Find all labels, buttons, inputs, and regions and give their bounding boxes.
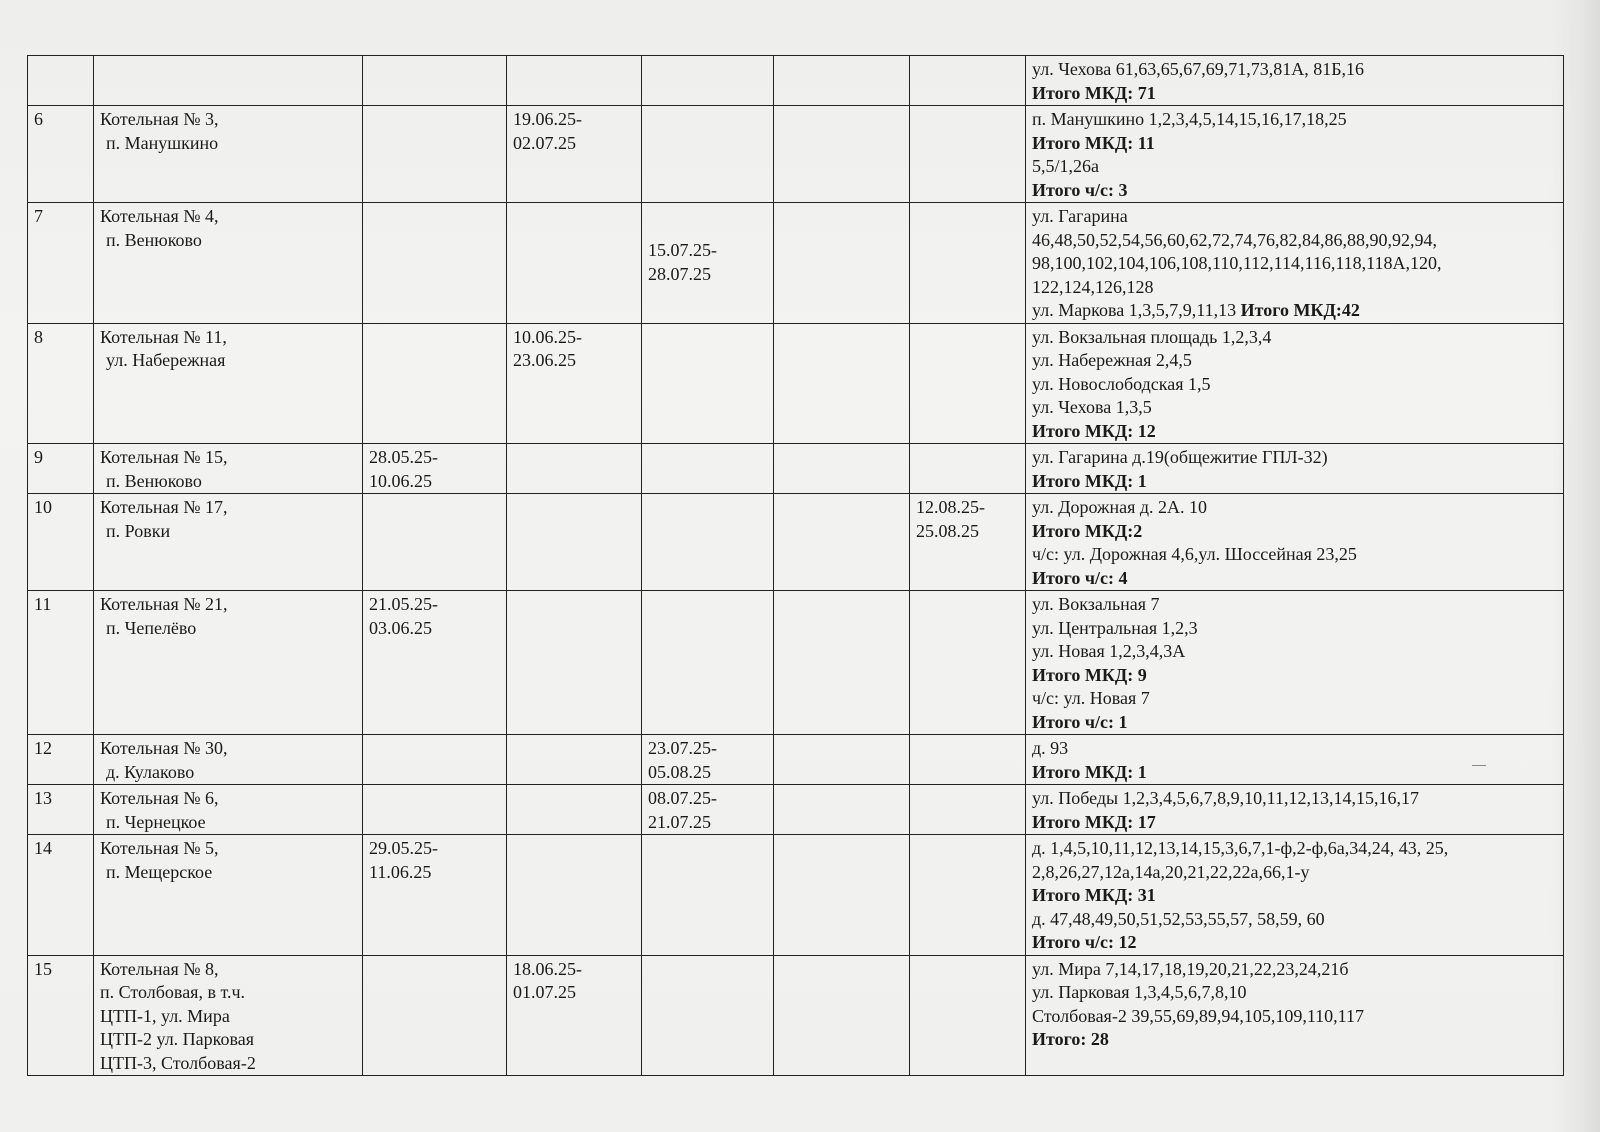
shutdown-date: 29.05.25- <box>369 838 438 858</box>
total-count <box>1032 470 1557 494</box>
total-count: Итого МКД:42 <box>1240 300 1360 320</box>
table-row <box>28 955 1564 1076</box>
address-line <box>1032 276 1557 300</box>
date-cell-2 <box>507 955 642 1076</box>
addresses-cell <box>1026 106 1564 203</box>
address-text: 2,8,26,27,12а,14а,20,21,22,22а,66,1-у <box>1032 861 1310 882</box>
date-cell-3 <box>642 106 774 203</box>
date-cell-5 <box>910 494 1026 591</box>
date-cell-5 <box>910 735 1026 785</box>
addresses-cell <box>1026 203 1564 324</box>
date-cell-4 <box>774 444 910 494</box>
address-text: ул. Набережная 2,4,5 <box>1032 350 1192 370</box>
total-count <box>1032 931 1557 955</box>
date-cell-2 <box>507 203 642 324</box>
boiler-name-line: Котельная № 15, <box>100 447 228 467</box>
date-cell-1 <box>363 494 507 591</box>
shutdown-date: 12.08.25- <box>916 497 985 517</box>
date-cell-4 <box>774 955 910 1076</box>
address-line <box>1032 593 1557 617</box>
boiler-name-cell <box>94 56 363 106</box>
table-body <box>28 56 1564 1076</box>
boiler-name-line: п. Чепелёво <box>106 617 197 638</box>
table-row <box>28 323 1564 444</box>
address-line <box>1032 58 1557 82</box>
table-row <box>28 835 1564 956</box>
date-cell-5 <box>910 835 1026 956</box>
address-text: Итого: 28 <box>1032 1029 1109 1049</box>
address-line <box>1032 108 1557 132</box>
shutdown-date: 23.06.25 <box>513 350 576 370</box>
date-cell-1 <box>363 323 507 444</box>
boiler-name-line: Котельная № 4, <box>100 206 219 226</box>
address-line <box>1032 446 1557 470</box>
address-text: п. Манушкино 1,2,3,4,5,14,15,16,17,18,25 <box>1032 109 1347 129</box>
address-text: ч/с: ул. Новая 7 <box>1032 688 1150 708</box>
total-count <box>1032 520 1557 544</box>
address-text: ул. Победы 1,2,3,4,5,6,7,8,9,10,11,12,13,14,15,16,17 <box>1032 788 1419 808</box>
address-text: ул. Чехова 1,3,5 <box>1032 397 1152 417</box>
address-text: ул. Чехова 61,63,65,67,69,71,73,81А, 81Б,16 <box>1032 59 1365 79</box>
address-text: д. 47,48,49,50,51,52,53,55,57, 58,59, 60 <box>1032 908 1325 929</box>
date-cell-3 <box>642 835 774 956</box>
boiler-name-line: п. Манушкино <box>106 132 219 153</box>
address-text: ул. Мира 7,14,17,18,19,20,21,22,23,24,21б <box>1032 958 1349 979</box>
boiler-name-line: ЦТП-1, ул. Мира <box>100 1005 230 1026</box>
date-cell-4 <box>774 785 910 835</box>
total-count <box>1032 811 1557 835</box>
total-count <box>1032 179 1557 203</box>
address-line <box>1032 229 1557 253</box>
total-count <box>1032 711 1557 735</box>
shutdown-date: 08.07.25- <box>648 788 717 808</box>
date-cell-1 <box>363 591 507 735</box>
boiler-name-cell <box>94 735 363 785</box>
table-row <box>28 494 1564 591</box>
address-text: Итого МКД: 17 <box>1032 811 1156 832</box>
date-cell-5 <box>910 444 1026 494</box>
shutdown-date: 25.08.25 <box>916 520 979 541</box>
boiler-name-cell <box>94 323 363 444</box>
table-row <box>28 106 1564 203</box>
total-count <box>1032 664 1557 688</box>
boiler-name-line: Котельная № 6, <box>100 788 219 808</box>
address-line <box>1032 640 1557 664</box>
date-cell-5 <box>910 785 1026 835</box>
boiler-name-line: ЦТП-2 ул. Парковая <box>100 1029 255 1049</box>
date-cell-1 <box>363 785 507 835</box>
date-cell-2 <box>507 494 642 591</box>
date-cell-1 <box>363 444 507 494</box>
address-text: ул. Дорожная д. 2А. 10 <box>1032 497 1208 517</box>
boiler-name-line: Котельная № 21, <box>100 594 228 614</box>
address-text: д. 1,4,5,10,11,12,13,14,15,3,6,7,1-ф,2-ф,6а,34,24, 43, 25, <box>1032 838 1449 858</box>
boiler-name-line: Котельная № 3, <box>100 109 219 129</box>
date-cell-3 <box>642 323 774 444</box>
address-line <box>1032 787 1557 811</box>
address-line <box>1032 1005 1557 1029</box>
boiler-name-cell <box>94 203 363 324</box>
date-cell-1 <box>363 735 507 785</box>
total-count <box>1032 884 1557 908</box>
date-cell-5 <box>910 203 1026 324</box>
boiler-name-line: п. Чернецкое <box>106 811 206 832</box>
boiler-name-line: Котельная № 17, <box>100 497 228 517</box>
address-text: Итого МКД: 12 <box>1032 420 1156 441</box>
address-text: Итого МКД: 11 <box>1032 132 1155 153</box>
date-cell-4 <box>774 591 910 735</box>
date-cell-2 <box>507 444 642 494</box>
date-cell-3 <box>642 494 774 591</box>
address-text: Итого МКД: 31 <box>1032 885 1156 905</box>
address-line <box>1032 861 1557 885</box>
date-cell-3 <box>642 735 774 785</box>
shutdown-date: 28.05.25- <box>369 447 438 467</box>
shutdown-date: 02.07.25 <box>513 132 576 153</box>
address-line <box>1032 837 1557 861</box>
address-text: ул. Новая 1,2,3,4,3А <box>1032 641 1186 661</box>
shutdown-date: 10.06.25- <box>513 326 582 347</box>
address-line <box>1032 958 1557 982</box>
table-row <box>28 56 1564 106</box>
date-cell-1 <box>363 106 507 203</box>
date-cell-1 <box>363 835 507 956</box>
address-text: Итого МКД: 1 <box>1032 470 1147 491</box>
addresses-cell <box>1026 444 1564 494</box>
shutdown-date: 21.05.25- <box>369 594 438 614</box>
boiler-name-line: п. Мещерское <box>106 861 213 882</box>
date-cell-2 <box>507 106 642 203</box>
row-number: 12 <box>28 735 94 785</box>
shutdown-date: 23.07.25- <box>648 738 717 758</box>
address-text: ул. Центральная 1,2,3 <box>1032 617 1198 638</box>
date-cell-3 <box>642 955 774 1076</box>
addresses-cell <box>1026 494 1564 591</box>
address-text: ул. Новослободская 1,5 <box>1032 373 1211 394</box>
boiler-name-cell <box>94 591 363 735</box>
address-text: Итого ч/с: 12 <box>1032 932 1137 952</box>
boiler-name-cell <box>94 444 363 494</box>
table-row <box>28 735 1564 785</box>
total-count <box>1032 1028 1557 1052</box>
addresses-cell <box>1026 56 1564 106</box>
shutdown-date: 01.07.25 <box>513 982 576 1002</box>
boiler-name-line: Котельная № 11, <box>100 326 227 347</box>
boiler-name-cell <box>94 106 363 203</box>
address-text: Итого МКД:2 <box>1032 520 1143 541</box>
address-line <box>1032 687 1557 711</box>
table-row <box>28 203 1564 324</box>
address-line <box>1032 908 1557 932</box>
boiler-name-cell <box>94 785 363 835</box>
date-cell-2 <box>507 591 642 735</box>
row-number: 9 <box>28 444 94 494</box>
date-cell-5 <box>910 56 1026 106</box>
address-text: Итого МКД: 1 <box>1032 761 1147 782</box>
address-line <box>1032 373 1557 397</box>
row-number: 14 <box>28 835 94 956</box>
addresses-cell <box>1026 955 1564 1076</box>
shutdown-date: 21.07.25 <box>648 811 711 832</box>
row-number: 11 <box>28 591 94 735</box>
address-text: Итого ч/с: 3 <box>1032 179 1128 200</box>
addresses-cell <box>1026 323 1564 444</box>
date-cell-2 <box>507 735 642 785</box>
boiler-name-cell <box>94 955 363 1076</box>
date-cell-4 <box>774 494 910 591</box>
boiler-name-line: д. Кулаково <box>106 761 195 782</box>
address-text: ул. Гагарина <box>1032 206 1128 226</box>
table-row <box>28 785 1564 835</box>
date-cell-3 <box>642 56 774 106</box>
row-number: 10 <box>28 494 94 591</box>
total-count <box>1032 420 1557 444</box>
shutdown-date: 03.06.25 <box>369 617 432 638</box>
date-cell-2 <box>507 323 642 444</box>
address-text: 5,5/1,26а <box>1032 156 1099 176</box>
date-cell-1 <box>363 955 507 1076</box>
address-text: д. 93 <box>1032 738 1069 758</box>
address-text: 122,124,126,128 <box>1032 276 1154 297</box>
table-row <box>28 591 1564 735</box>
address-line <box>1032 737 1557 761</box>
address-text: Столбовая-2 39,55,69,89,94,105,109,110,117 <box>1032 1005 1364 1026</box>
pen-mark <box>1472 765 1486 766</box>
address-line <box>1032 396 1557 420</box>
address-line <box>1032 543 1557 567</box>
address-line <box>1032 326 1557 350</box>
total-count <box>1032 567 1557 591</box>
date-cell-5 <box>910 106 1026 203</box>
boiler-name-line: ул. Набережная <box>106 350 226 370</box>
table-row <box>28 444 1564 494</box>
shutdown-date: 19.06.25- <box>513 109 582 129</box>
addresses-cell <box>1026 735 1564 785</box>
date-cell-4 <box>774 56 910 106</box>
date-cell-3 <box>642 785 774 835</box>
row-number: 6 <box>28 106 94 203</box>
boiler-name-line: Котельная № 30, <box>100 738 228 758</box>
shutdown-date: 10.06.25 <box>369 470 432 491</box>
address-line <box>1032 299 1557 323</box>
address-line <box>1032 617 1557 641</box>
address-text: 46,48,50,52,54,56,60,62,72,74,76,82,84,86,88,90,92,94, <box>1032 229 1437 250</box>
date-cell-2 <box>507 785 642 835</box>
date-cell-5 <box>910 591 1026 735</box>
date-cell-1 <box>363 203 507 324</box>
boiler-schedule-table <box>27 55 1564 1076</box>
address-text: ул. Вокзальная 7 <box>1032 594 1160 614</box>
address-text: ч/с: ул. Дорожная 4,6,ул. Шоссейная 23,25 <box>1032 544 1357 564</box>
total-count <box>1032 132 1557 156</box>
address-text: 98,100,102,104,106,108,110,112,114,116,118,118А,120, <box>1032 253 1442 273</box>
shutdown-date: 11.06.25 <box>369 861 432 882</box>
date-cell-2 <box>507 56 642 106</box>
total-count <box>1032 82 1557 106</box>
address-line <box>1032 155 1557 179</box>
address-line <box>1032 981 1557 1005</box>
address-text: ул. Маркова 1,3,5,7,9,11,13 <box>1032 300 1241 320</box>
date-cell-3 <box>642 203 774 324</box>
date-cell-4 <box>774 106 910 203</box>
shutdown-date: 15.07.25- <box>648 240 717 260</box>
row-number: 7 <box>28 203 94 324</box>
date-cell-5 <box>910 955 1026 1076</box>
date-cell-4 <box>774 203 910 324</box>
shutdown-date: 18.06.25- <box>513 958 582 979</box>
date-cell-4 <box>774 735 910 785</box>
address-text: ул. Гагарина д.19(общежитие ГПЛ-32) <box>1032 447 1328 467</box>
row-number: 13 <box>28 785 94 835</box>
addresses-cell <box>1026 835 1564 956</box>
boiler-name-line: п. Венюково <box>106 229 202 250</box>
address-line <box>1032 252 1557 276</box>
date-cell-3 <box>642 591 774 735</box>
date-cell-2 <box>507 835 642 956</box>
boiler-name-line: Котельная № 8, <box>100 958 219 979</box>
address-line <box>1032 205 1557 229</box>
date-cell-1 <box>363 56 507 106</box>
shutdown-date: 05.08.25 <box>648 761 711 782</box>
addresses-cell <box>1026 591 1564 735</box>
address-text: ул. Вокзальная площадь 1,2,3,4 <box>1032 326 1272 347</box>
boiler-name-line: ЦТП-3, Столбовая-2 <box>100 1052 256 1073</box>
row-number: 15 <box>28 955 94 1076</box>
date-cell-5 <box>910 323 1026 444</box>
date-cell-4 <box>774 323 910 444</box>
address-text: ул. Парковая 1,3,4,5,6,7,8,10 <box>1032 982 1247 1002</box>
address-text: Итого ч/с: 4 <box>1032 567 1128 588</box>
addresses-cell <box>1026 785 1564 835</box>
boiler-name-line: Котельная № 5, <box>100 838 219 858</box>
row-number: 8 <box>28 323 94 444</box>
address-text: Итого МКД: 9 <box>1032 664 1147 685</box>
date-cell-3 <box>642 444 774 494</box>
shutdown-date: 28.07.25 <box>648 263 711 284</box>
boiler-name-line: п. Ровки <box>106 520 171 541</box>
boiler-name-cell <box>94 835 363 956</box>
boiler-name-line: п. Столбовая, в т.ч. <box>100 982 246 1002</box>
boiler-name-cell <box>94 494 363 591</box>
address-line <box>1032 496 1557 520</box>
address-text: Итого ч/с: 1 <box>1032 711 1128 732</box>
address-text: Итого МКД: 71 <box>1032 82 1156 103</box>
date-cell-4 <box>774 835 910 956</box>
boiler-name-line: п. Венюково <box>106 470 202 491</box>
row-number <box>28 56 94 106</box>
address-line <box>1032 349 1557 373</box>
